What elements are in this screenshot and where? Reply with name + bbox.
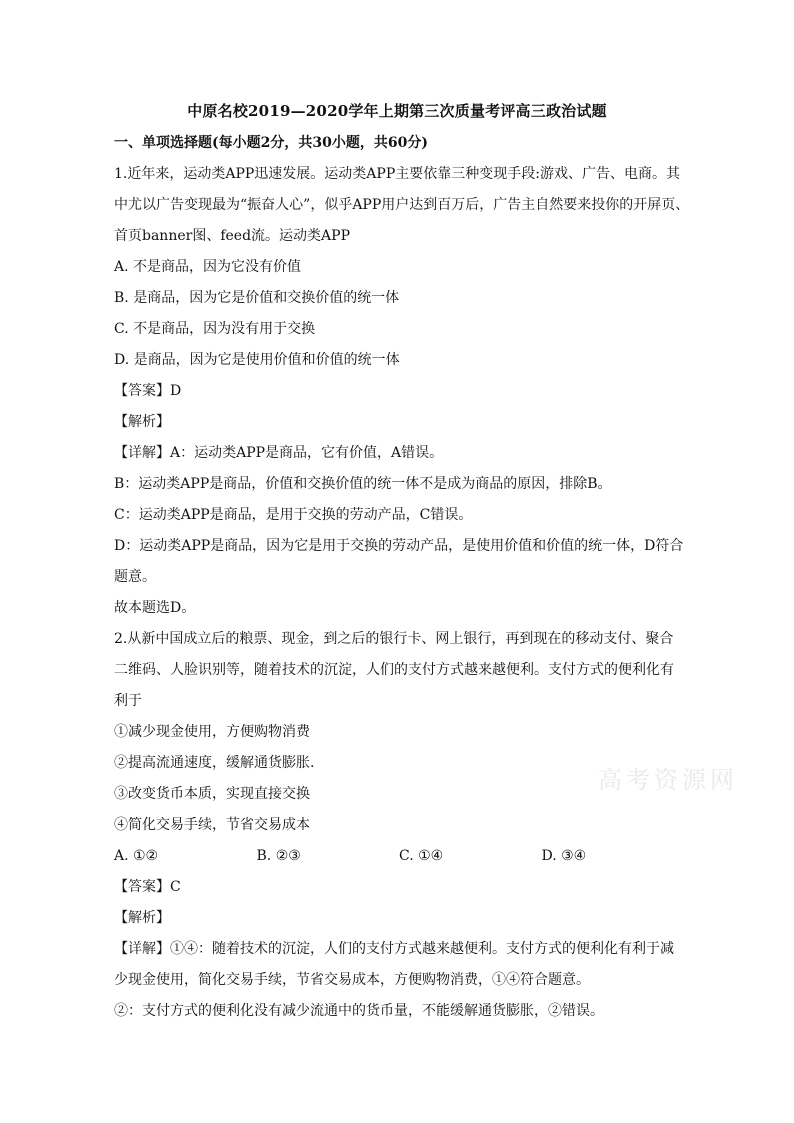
q2-options-row <box>114 843 684 874</box>
q1-option-d: D. 是商品，因为它是使用价值和价值的统一体 <box>114 352 400 368</box>
q2-stem-line: 二维码、人脸识别等，随着技术的沉淀，人们的支付方式越来越便利。支付方式的便利化有 <box>114 662 674 678</box>
section-heading: 一、单项选择题(每小题2分，共30小题，共60分) <box>114 135 428 151</box>
q2-item: ①减少现金使用，方便购物消费 <box>114 724 310 740</box>
q1-analysis-label: 【解析】 <box>114 414 170 430</box>
q1-stem-line: 中尤以广告变现最为“振奋人心”，似乎APP用户达到百万后，广告主自然要来投你的开屏页、 <box>114 197 690 213</box>
q1-detail-line: D：运动类APP是商品，因为它是用于交换的劳动产品，是使用价值和价值的统一体，D符合 <box>114 538 684 554</box>
q2-analysis-label: 【解析】 <box>114 910 170 926</box>
q2-option-a: A. ①② <box>114 848 159 864</box>
q2-item: ④简化交易手续，节省交易成本 <box>114 817 310 833</box>
q2-option-c: C. ①④ <box>399 848 444 864</box>
q2-detail-line: 【详解】①④：随着技术的沉淀，人们的支付方式越来越便利。支付方式的便利化有利于减 <box>114 941 674 957</box>
page-title: 中原名校2019—2020学年上期第三次质量考评高三政治试题 <box>187 102 607 120</box>
q1-detail-line: 【详解】A：运动类APP是商品，它有价值，A错误。 <box>114 445 444 461</box>
q1-detail-line: C：运动类APP是商品，是用于交换的劳动产品，C错误。 <box>114 507 473 523</box>
document-body <box>114 130 690 1029</box>
q1-detail-line: 题意。 <box>114 569 156 585</box>
q1-detail-line: 故本题选D。 <box>114 600 196 616</box>
q2-answer: 【答案】C <box>114 879 181 895</box>
q1-stem-line: 首页banner图、feed流。运动类APP <box>114 228 350 244</box>
q1-option-b: B. 是商品，因为它是价值和交换价值的统一体 <box>114 290 400 306</box>
q2-detail-line: ②：支付方式的便利化没有减少流通中的货币量，不能缓解通货膨胀，②错误。 <box>114 1003 604 1019</box>
q2-stem-line: 利于 <box>114 693 142 709</box>
watermark: 高考资源网 <box>598 766 738 794</box>
q2-stem-line: 2.从新中国成立后的粮票、现金，到之后的银行卡、网上银行，再到现在的移动支付、聚合 <box>114 631 674 647</box>
q2-detail-line: 少现金使用，简化交易手续，节省交易成本，方便购物消费，①④符合题意。 <box>114 972 590 988</box>
q2-option-b: B. ②③ <box>256 848 301 864</box>
q2-option-d: D. ③④ <box>541 848 587 864</box>
q2-item: ②提高流通速度，缓解通货膨胀. <box>114 755 315 771</box>
q1-stem-line: 1.近年来，运动类APP迅速发展。运动类APP主要依靠三种变现手段:游戏、广告、电商。其 <box>114 166 680 182</box>
q1-answer: 【答案】D <box>114 383 182 399</box>
q1-option-a: A. 不是商品，因为它没有价值 <box>114 259 302 275</box>
q1-option-c: C. 不是商品，因为没有用于交换 <box>114 321 316 337</box>
q1-detail-line: B：运动类APP是商品，价值和交换价值的统一体不是成为商品的原因，排除B。 <box>114 476 612 492</box>
q2-item: ③改变货币本质，实现直接交换 <box>114 786 310 802</box>
